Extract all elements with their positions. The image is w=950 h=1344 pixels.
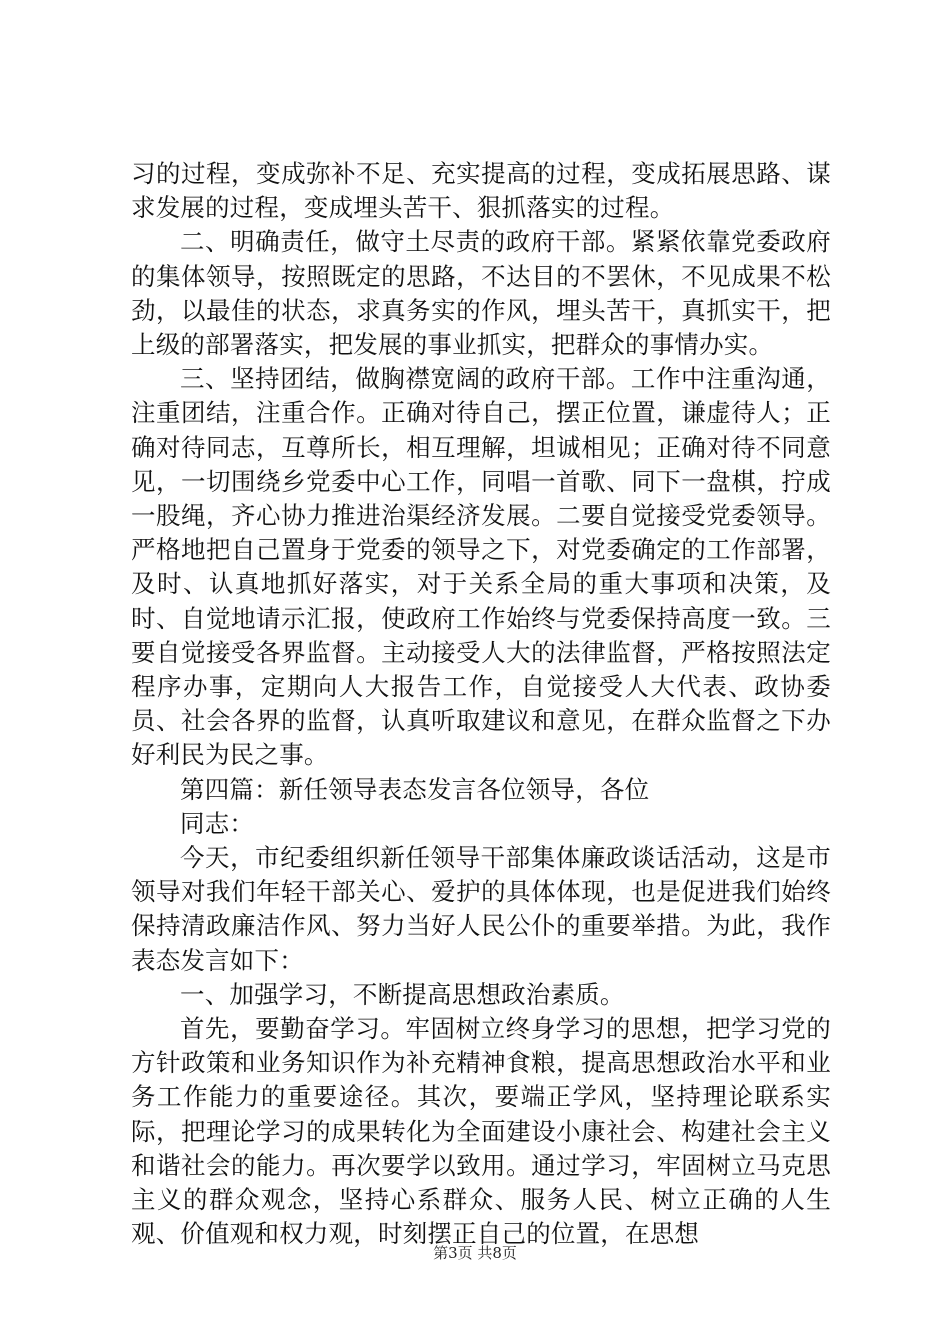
paragraph: 首先，要勤奋学习。牢固树立终身学习的思想，把学习党的方针政策和业务知识作为补充精神食粮，提高思想政治水平和业务工作能力的重要途径。其次，要端正学风，坚持理论联系实际，把理论学习的成果转化为全面建设小康社会、构建社会主义和谐社会的能力。再次要学以致用。通过学习，牢固树立马克思主义的群众观念，坚持心系群众、服务人民、树立正确的人生观、价值观和权力观，时刻摆正自己的位置，在思想 xyxy=(131,1014,831,1249)
paragraph: 二、明确责任，做守土尽责的政府干部。紧紧依靠党委政府的集体领导，按照既定的思路，不达目的不罢休，不见成果不松劲，以最佳的状态，求真务实的作风，埋头苦干，真抓实干，把上级的部署落实，把发展的事业抓实，把群众的事情办实。 xyxy=(131,227,831,360)
paragraph: 三、坚持团结，做胸襟宽阔的政府干部。工作中注重沟通，注重团结，注重合作。正确对待自己，摆正位置，谦虚待人；正确对待同志，互尊所长，相互理解，坦诚相见；正确对待不同意见，一切围绕乡党委中心工作，同唱一首歌、同下一盘棋，拧成一股绳，齐心协力推进治渠经济发展。二要自觉接受党委领导。严格地把自己置身于党委的领导之下，对党委确定的工作部署，及时、认真地抓好落实，对于关系全局的重大事项和决策，及时、自觉地请示汇报，使政府工作始终与党委保持高度一致。三要自觉接受各界监督。主动接受人大的法律监督，严格按照法定程序办事，定期向人大报告工作，自觉接受人大代表、政协委员、社会各界的监督，认真听取建议和意见，在群众监督之下办好利民为民之事。 xyxy=(131,364,831,770)
document-body xyxy=(131,157,831,1252)
subheading: 一、加强学习，不断提高思想政治素质。 xyxy=(180,979,625,1009)
paragraph: 习的过程，变成弥补不足、充实提高的过程，变成拓展思路、谋求发展的过程，变成埋头苦干、狠抓落实的过程。 xyxy=(131,159,831,223)
salutation: 同志： xyxy=(180,808,255,838)
page-number-footer: 第3页 共8页 xyxy=(433,1244,517,1262)
paragraph: 今天，市纪委组织新任领导干部集体廉政谈话活动，这是市领导对我们年轻干部关心、爱护的具体体现，也是促进我们始终保持清政廉洁作风、努力当好人民公仆的重要举措。为此，我作表态发言如下： xyxy=(131,843,831,975)
section-heading: 第四篇：新任领导表态发言各位领导，各位 xyxy=(180,774,650,804)
